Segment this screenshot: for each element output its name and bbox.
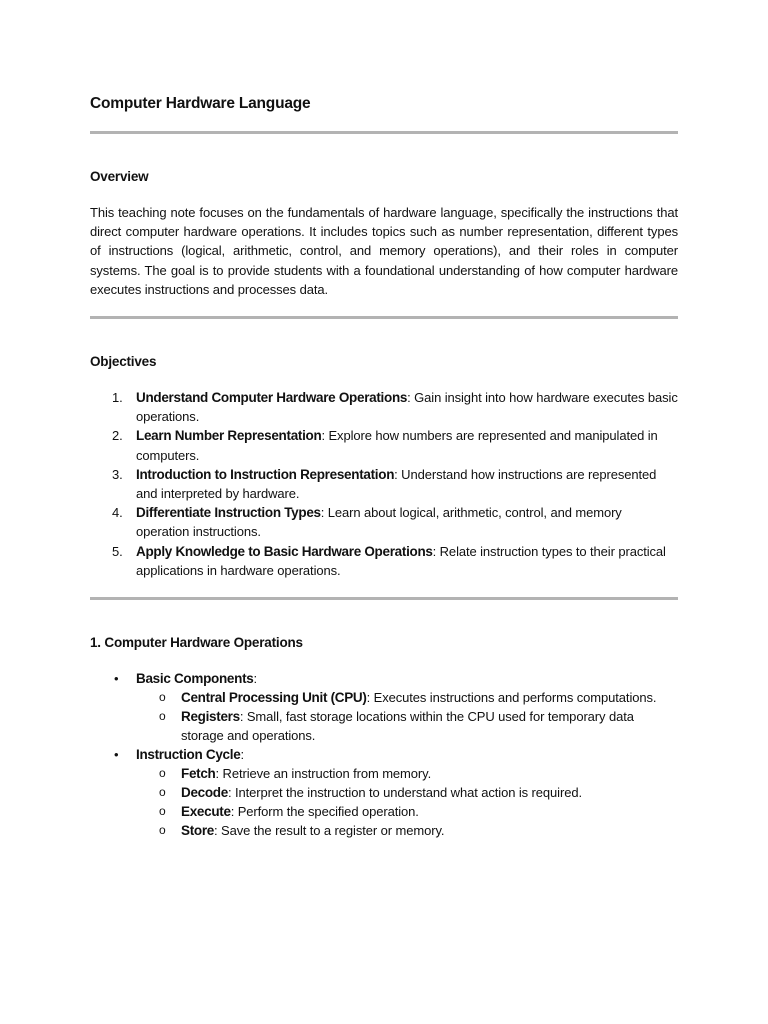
list-term: Learn Number Representation xyxy=(136,428,322,444)
sub-bullet-icon: o xyxy=(159,823,166,838)
list-text: : Learn about logical, arithmetic, control, and memory operation instructions. xyxy=(136,505,622,540)
objectives-heading: Objectives xyxy=(90,354,157,370)
sub-text: : Small, fast storage locations within the CPU used for temporary data storage and operations. xyxy=(181,709,634,744)
sub-bullet-icon: o xyxy=(159,804,166,819)
list-number: 4. xyxy=(112,505,123,521)
bullet-suffix: : xyxy=(240,747,244,763)
sub-item xyxy=(136,821,678,840)
list-text: : Understand how instructions are represented and interpreted by hardware. xyxy=(136,466,657,502)
sub-term: Central Processing Unit (CPU) xyxy=(181,690,367,706)
list-term: Introduction to Instruction Representation xyxy=(136,466,395,482)
divider xyxy=(90,597,678,600)
list-number: 3. xyxy=(112,466,123,482)
list-number: 1. xyxy=(112,390,123,406)
sub-text: : Retrieve an instruction from memory. xyxy=(215,766,432,782)
list-term: Understand Computer Hardware Operations xyxy=(136,390,408,406)
overview-heading: Overview xyxy=(90,169,149,184)
list-item xyxy=(90,503,678,541)
document-page xyxy=(90,92,678,840)
divider xyxy=(90,316,678,319)
sub-bullet-icon: o xyxy=(159,766,166,781)
sub-text: : Interpret the instruction to understand what action is required. xyxy=(227,785,582,801)
sub-term: Fetch xyxy=(181,766,216,782)
section-bullet-list xyxy=(90,669,678,840)
sub-text: : Perform the specified operation. xyxy=(230,804,419,820)
overview-paragraph: This teaching note focuses on the fundamentals of hardware language, specifically the instructions that direct computer hardware operations. It includes topics such as number representation, different types of instructions (logical, arithmetic, control, and memory operations), and their roles in computer systems. The goal is to provide students with a foundational understanding of how computer hardware executes instructions and processes data. xyxy=(90,205,678,297)
sub-text: : Save the result to a register or memory. xyxy=(214,823,445,839)
sub-term: Execute xyxy=(181,804,231,820)
list-number: 2. xyxy=(112,428,123,444)
list-item xyxy=(90,388,678,426)
sub-term: Decode xyxy=(181,785,228,801)
list-text: : Gain insight into how hardware executes basic operations. xyxy=(136,390,678,425)
bullet-term: Basic Components xyxy=(136,671,254,687)
sub-term: Store xyxy=(181,823,215,839)
list-item xyxy=(90,542,678,580)
sub-item xyxy=(136,783,678,802)
objectives-list xyxy=(90,388,678,580)
list-text: : Relate instruction types to their practical applications in hardware operations. xyxy=(136,543,666,578)
list-term: Apply Knowledge to Basic Hardware Operations xyxy=(136,543,433,559)
list-item xyxy=(90,465,678,503)
sub-list xyxy=(136,764,678,840)
bullet-icon: • xyxy=(114,671,119,687)
sub-bullet-icon: o xyxy=(159,690,166,705)
bullet-term: Instruction Cycle xyxy=(136,747,241,763)
list-number: 5. xyxy=(112,543,123,559)
bullet-suffix: : xyxy=(253,671,257,687)
sub-text: : Executes instructions and performs computations. xyxy=(366,690,657,706)
list-text: : Explore how numbers are represented and manipulated in computers. xyxy=(136,428,658,463)
sub-item xyxy=(136,802,678,821)
sub-bullet-icon: o xyxy=(159,785,166,800)
sub-term: Registers xyxy=(181,709,240,725)
sub-item xyxy=(136,688,678,707)
bullet-item xyxy=(90,745,678,840)
sub-list xyxy=(136,688,678,745)
bullet-icon: • xyxy=(114,747,119,763)
list-item xyxy=(90,426,678,464)
list-term: Differentiate Instruction Types xyxy=(136,505,321,521)
sub-item xyxy=(136,707,678,745)
document-title: Computer Hardware Language xyxy=(90,95,311,112)
divider xyxy=(90,131,678,134)
section-heading: 1. Computer Hardware Operations xyxy=(90,635,303,651)
sub-item xyxy=(136,764,678,783)
bullet-item xyxy=(90,669,678,745)
sub-bullet-icon: o xyxy=(159,709,166,724)
